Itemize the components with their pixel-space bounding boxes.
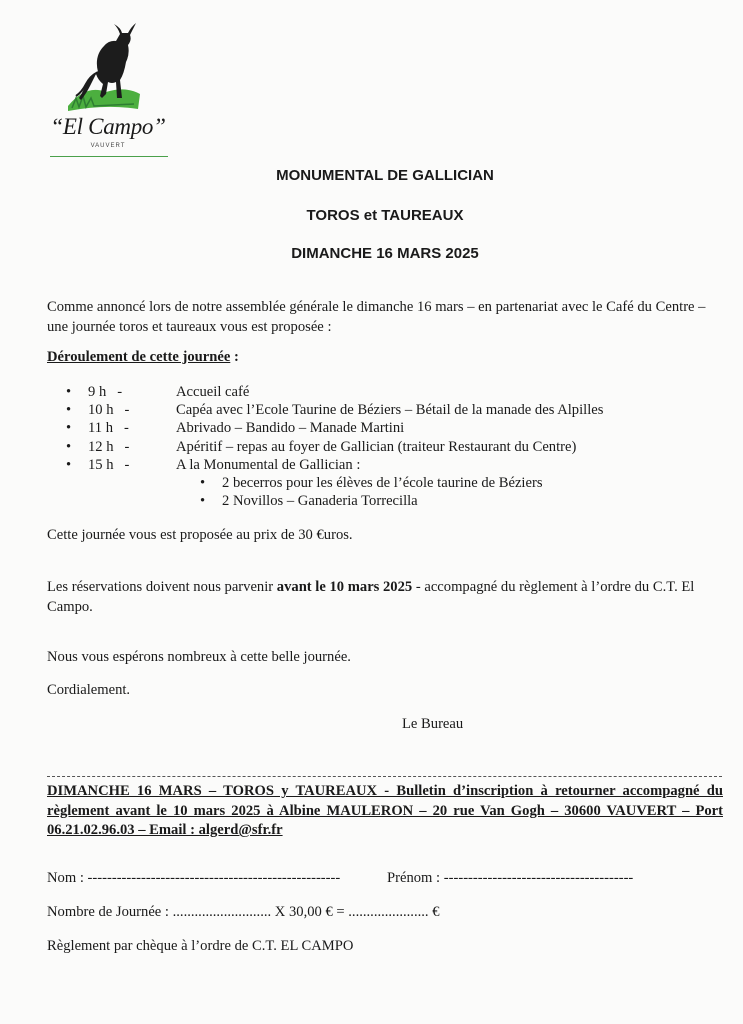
program-text: A la Monumental de Gallician :	[176, 456, 361, 473]
program-subitem	[66, 474, 726, 492]
reservation-text-before: Les réservations doivent nous parvenir	[47, 579, 277, 595]
program-subitem	[66, 492, 726, 510]
hope-paragraph: Nous vous espérons nombreux à cette belle journée.	[47, 649, 351, 665]
event-date-title: DIMANCHE 16 MARS 2025	[291, 245, 479, 262]
reservation-paragraph	[47, 577, 727, 617]
payment-note: Règlement par chèque à l’ordre de C.T. EL CAMPO	[47, 938, 354, 954]
cut-line-divider	[47, 776, 722, 777]
bullet-icon: •	[66, 456, 72, 473]
intro-paragraph: Comme annoncé lors de notre assemblée générale le dimanche 16 mars – en partenariat avec le Café du Centre – une journée toros et taureaux vous est proposée :	[47, 299, 706, 335]
bullet-icon: •	[200, 474, 206, 491]
program-text: Accueil café	[176, 384, 250, 400]
program-time: 10 h -	[88, 402, 130, 419]
program-heading-text: Déroulement de cette journée	[47, 349, 231, 365]
bullet-icon: •	[66, 420, 72, 437]
registration-coupon-header: DIMANCHE 16 MARS – TOROS y TAUREAUX - Bulletin d’inscription à retourner accompagné du règlement avant le 10 mars 2025 à Albine MAULERON – 20 rue Van Gogh – 30600 VAUVERT – Port 06.21.02.96.03 – Email : algerd@sfr.fr	[47, 783, 723, 838]
reservation-text-after: - accompagné du règlement à l’ordre du C.T. El Campo.	[47, 579, 695, 615]
program-text: Abrivado – Bandido – Manade Martini	[176, 420, 405, 437]
program-time: 15 h -	[88, 456, 130, 473]
program-heading	[47, 347, 727, 367]
program-item	[66, 401, 726, 419]
closing-text: Cordialement.	[47, 682, 131, 698]
program-item	[66, 438, 726, 456]
program-item	[66, 383, 726, 401]
bullet-icon: •	[66, 402, 72, 419]
program-item	[66, 456, 726, 474]
bullet-icon: •	[200, 493, 206, 510]
event-venue-title: MONUMENTAL DE GALLICIAN	[276, 167, 494, 184]
logo-place: VAUVERT	[90, 143, 126, 149]
program-time: 12 h -	[88, 438, 130, 455]
event-name-title: TOROS et TAUREAUX	[306, 207, 464, 224]
program-subitem-text: 2 Novillos – Ganaderia Torrecilla	[222, 493, 418, 510]
logo-underline	[50, 156, 168, 157]
program-text: Capéa avec l’Ecole Taurine de Béziers – Bétail de la manade des Alpilles	[176, 402, 604, 419]
bull-icon	[46, 14, 170, 124]
prenom-field[interactable]: Prénom : ---------------------------------------	[387, 870, 634, 886]
program-text: Apéritif – repas au foyer de Gallician (traiteur Restaurant du Centre)	[176, 438, 577, 455]
program-time: 9 h -	[88, 384, 123, 400]
bullet-icon: •	[66, 438, 72, 455]
nom-field[interactable]: Nom : ----------------------------------------------------	[47, 870, 341, 886]
program-item	[66, 419, 726, 437]
price-paragraph: Cette journée vous est proposée au prix de 30 €uros.	[47, 527, 353, 543]
program-subitem-text: 2 becerros pour les élèves de l’école taurine de Béziers	[222, 474, 543, 491]
el-campo-logo	[46, 14, 170, 152]
program-heading-colon: :	[230, 349, 239, 365]
bullet-icon: •	[66, 384, 72, 400]
reservation-deadline: avant le 10 mars 2025	[276, 579, 413, 595]
journee-count-field[interactable]: Nombre de Journée : ........................... X 30,00 € = ...................... €	[47, 904, 440, 920]
logo-name: “El Campo”	[50, 114, 166, 139]
signature: Le Bureau	[402, 716, 464, 732]
program-list	[66, 383, 726, 510]
program-time: 11 h -	[88, 420, 129, 437]
